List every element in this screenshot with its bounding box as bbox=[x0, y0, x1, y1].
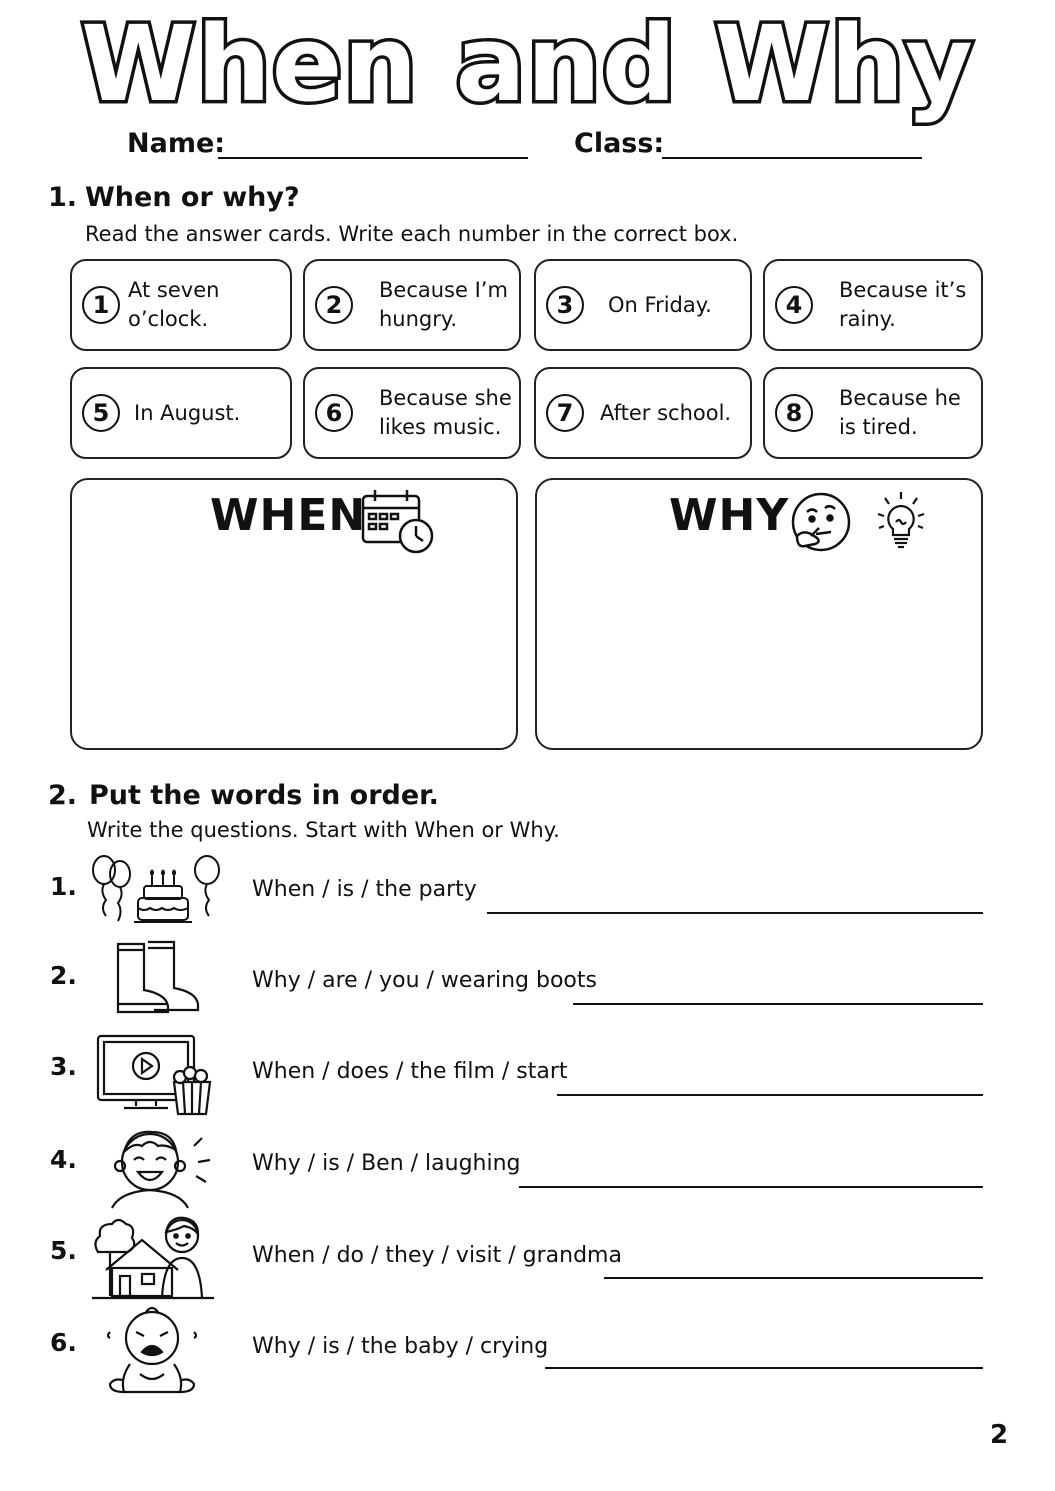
card-number: 7 bbox=[546, 394, 584, 432]
name-label: Name: bbox=[127, 128, 226, 159]
when-label: WHEN bbox=[210, 490, 367, 541]
calendar-clock-icon bbox=[360, 486, 438, 560]
question-words-4: Why / is / Ben / laughing bbox=[252, 1151, 521, 1176]
laughing-boy-icon bbox=[98, 1122, 218, 1214]
section1-number: 1. bbox=[48, 182, 78, 213]
card-text: At seven o’clock. bbox=[128, 278, 220, 331]
answer-line-4[interactable] bbox=[519, 1186, 983, 1188]
answer-line-1[interactable] bbox=[487, 912, 983, 914]
card-text-line2: rainy. bbox=[839, 307, 896, 331]
card-number: 4 bbox=[775, 286, 813, 324]
question-number-4: 4. bbox=[50, 1145, 77, 1174]
when-answer-box[interactable] bbox=[70, 478, 518, 750]
card-number: 1 bbox=[82, 286, 120, 324]
card-text-line1: Because I’m bbox=[379, 278, 508, 302]
answer-card-2 bbox=[303, 259, 521, 351]
card-number: 6 bbox=[315, 394, 353, 432]
question-number-3: 3. bbox=[50, 1052, 77, 1081]
card-number: 5 bbox=[82, 394, 120, 432]
card-text-line2: likes music. bbox=[379, 415, 502, 439]
card-text: In August. bbox=[134, 400, 241, 425]
card-text-line2: is tired. bbox=[839, 415, 918, 439]
answer-line-5[interactable] bbox=[604, 1277, 983, 1279]
name-line[interactable] bbox=[218, 157, 528, 159]
worksheet-title: When and Why bbox=[81, 3, 974, 125]
card-text: On Friday. bbox=[608, 292, 712, 317]
class-label: Class: bbox=[574, 128, 665, 159]
card-text-line1: Because she bbox=[379, 386, 512, 410]
card-text: After school. bbox=[600, 400, 732, 425]
why-label: WHY bbox=[669, 490, 790, 541]
lightbulb-icon bbox=[875, 488, 927, 558]
section1-instruction: Read the answer cards. Write each number in the correct box. bbox=[85, 222, 739, 246]
question-words-5: When / do / they / visit / grandma bbox=[252, 1243, 622, 1268]
answer-card-5 bbox=[70, 367, 292, 459]
answer-card-4 bbox=[763, 259, 983, 351]
page-number: 2 bbox=[990, 1420, 1009, 1450]
question-number-6: 6. bbox=[50, 1328, 77, 1357]
class-line[interactable] bbox=[662, 157, 922, 159]
card-text-line2: hungry. bbox=[379, 307, 458, 331]
crying-baby-icon bbox=[100, 1302, 204, 1410]
why-answer-box[interactable] bbox=[535, 478, 983, 750]
section1-title: When or why? bbox=[85, 182, 300, 213]
house-grandma-icon bbox=[90, 1212, 216, 1306]
boots-icon bbox=[90, 938, 210, 1022]
card-number: 2 bbox=[315, 286, 353, 324]
question-number-5: 5. bbox=[50, 1236, 77, 1265]
question-words-3: When / does / the film / start bbox=[252, 1059, 568, 1084]
card-number: 8 bbox=[775, 394, 813, 432]
card-text-line1: Because it’s bbox=[839, 278, 967, 302]
section2-number: 2. bbox=[48, 780, 78, 811]
answer-line-2[interactable] bbox=[573, 1003, 983, 1005]
answer-card-7 bbox=[534, 367, 752, 459]
answer-card-8 bbox=[763, 367, 983, 459]
section2-instruction: Write the questions. Start with When or Why. bbox=[87, 818, 560, 842]
answer-card-3 bbox=[534, 259, 752, 351]
question-words-2: Why / are / you / wearing boots bbox=[252, 968, 597, 993]
answer-card-6 bbox=[303, 367, 521, 459]
question-words-6: Why / is / the baby / crying bbox=[252, 1334, 549, 1359]
question-words-1: When / is / the party bbox=[252, 877, 477, 902]
answer-line-6[interactable] bbox=[545, 1367, 983, 1369]
answer-card-1 bbox=[70, 259, 292, 351]
tv-popcorn-icon bbox=[90, 1032, 215, 1121]
question-number-2: 2. bbox=[50, 961, 77, 990]
question-number-1: 1. bbox=[50, 872, 77, 901]
thinking-face-icon bbox=[789, 490, 853, 564]
party-icon bbox=[90, 852, 225, 931]
answer-line-3[interactable] bbox=[557, 1094, 983, 1096]
card-text-line1: Because he bbox=[839, 386, 961, 410]
section2-title: Put the words in order. bbox=[89, 780, 439, 811]
card-number: 3 bbox=[546, 286, 584, 324]
